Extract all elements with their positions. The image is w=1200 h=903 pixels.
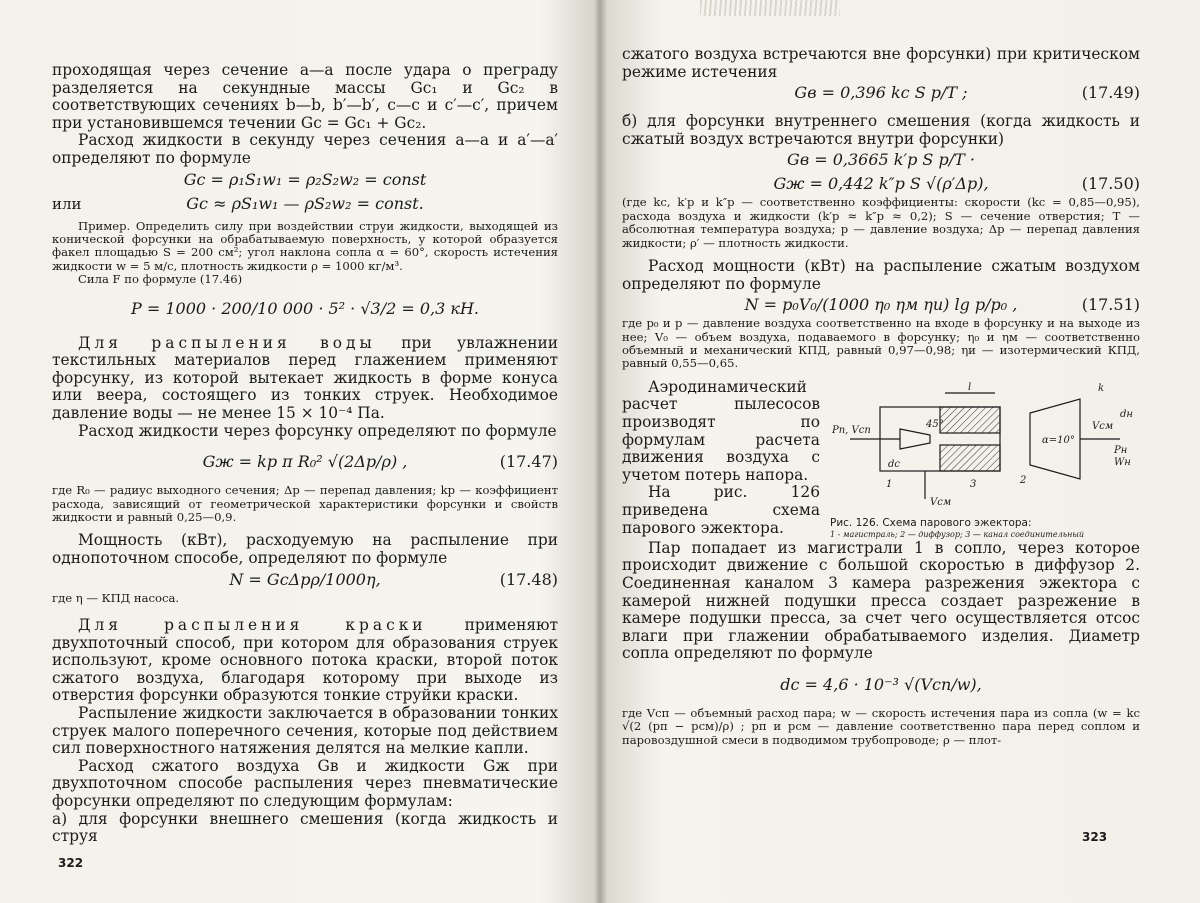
formula-17-49-text: Gв = 0,396 kc S p/T ; xyxy=(794,83,968,103)
formula-17-49 xyxy=(622,81,1140,105)
figure-126 xyxy=(830,379,1140,540)
label-k: k xyxy=(1098,382,1105,394)
label-2: 2 xyxy=(1020,474,1027,486)
left-para-8: Расход сжатого воздуха Gв и жидкости Gж при двухпоточном способе распыления через пневматические форсунки определяют по следующим формулам: xyxy=(52,756,558,810)
left-para-4: Расход жидкости через форсунку определяют по формуле xyxy=(78,421,557,440)
diffuser-wall-bottom xyxy=(940,445,1000,471)
diffuser-wall-top xyxy=(940,407,1000,433)
page-number-left: 322 xyxy=(58,856,84,870)
fig-para-2: На рис. 126 приведена схема парового эжектора. xyxy=(622,483,820,537)
formula-approx-text: Gc ≈ ρS₁w₁ — ρS₂w₂ = const. xyxy=(186,193,424,213)
formula-17-51-number: (17.51) xyxy=(1081,295,1140,315)
formula-17-51-text: N = p₀V₀/(1000 η₀ ηм ηи) lg p/p₀ , xyxy=(744,295,1018,315)
label-3: 3 xyxy=(970,478,977,490)
formula-17-48 xyxy=(52,568,558,592)
label-inlet: Pп, Vсп xyxy=(832,424,871,436)
formula-17-49-number: (17.49) xyxy=(1081,83,1140,103)
formula-air-internal: Gв = 0,3665 k′р S p/T · xyxy=(787,150,975,170)
left-para-2: Расход жидкости в секунду через сечения a—a и a′—a′ определяют по формуле xyxy=(52,131,558,167)
figure-block xyxy=(622,379,1140,540)
formula-17-47 xyxy=(52,440,558,484)
fig-para-1: Аэродинамический расчет пылесосов производят по формулам расчета движения воздуха с учетом потерь напора. xyxy=(622,377,820,484)
where-17-47: где R₀ — радиус выходного сечения; Δp — перепад давления; kр — коэффициент расхода, зависящий от геометрической характеристики форсунки и свойств жидкости и равный 0,25—0,9. xyxy=(52,483,558,524)
ejector-diagram xyxy=(830,379,1140,507)
label-pn: Pн xyxy=(1114,444,1128,456)
formula-17-50-number: (17.50) xyxy=(1081,174,1140,194)
formula-force: P = 1000 · 200/10 000 · 5² · √3/2 = 0,3 кН. xyxy=(131,298,479,318)
formula-continuity: Gc = ρ₁S₁w₁ = ρ₂S₂w₂ = const xyxy=(183,169,427,189)
where-17-48: где η — КПД насоса. xyxy=(52,590,180,605)
formula-17-50 xyxy=(622,172,1140,196)
left-para-9: а) для форсунки внешнего смешения (когда жидкость и струя xyxy=(52,809,558,846)
formula-17-50-text: Gж = 0,442 k″р S √(ρ′Δp), xyxy=(773,174,989,194)
label-dc: dc xyxy=(888,458,901,470)
formula-17-47-text: Gж = kр π R₀² √(2Δp/ρ) , xyxy=(202,452,408,472)
left-para-6 xyxy=(52,617,558,705)
para6-lead: Для распыления краски xyxy=(78,615,427,634)
right-para-2: б) для форсунки внутреннего смешения (когда жидкость и сжатый воздух встречаются внутри форсунки) xyxy=(622,112,1140,148)
nozzle-shape xyxy=(900,429,930,449)
formula-17-47-number: (17.47) xyxy=(499,452,558,472)
where-nozzle: где Vсп — объемный расход пара; w — скорость истечения пара из сопла (w = kc √(2 (pп − pсм)/ρ) ; pп и pсм — давление соответственно пара перед соплом и паровоздушной смеси в подводимом трубопроводе; ρ — плот- xyxy=(622,705,1140,747)
figure-side-text xyxy=(622,379,820,537)
label-1: 1 xyxy=(886,478,893,490)
left-para-7: Распыление жидкости заключается в образовании тонких струек малого поперечного сечения, которые под действием сил поверхностного натяжения делятся на мелкие капли. xyxy=(52,703,558,758)
left-para-1: проходящая через сечение a—a после удара о преграду разделяется на секундные массы Gc₁ и Gc₂ в соответствующих сечениях b—b, b′—b′, c—c и c′—c′, причем при установившемся течении Gc = Gc₁ + Gc₂. xyxy=(52,61,558,132)
label-vsm-bottom: Vсм xyxy=(930,496,952,507)
example-force-line: Сила F по формуле (17.46) xyxy=(78,272,243,287)
para3-lead: Для распыления воды xyxy=(78,333,376,352)
example-text: Пример. Определить силу при воздействии струи жидкости, выходящей из конической форсунки на обрабатываемую поверхность, у которой образуется факел площадью S = 200 см²; угол наклона сопла α = 60°, скорость истечения жидкости w = 5 м/с, плотность жидкости ρ = 1000 кг/м³. xyxy=(52,218,558,273)
right-para-ejector: Пар попадает из магистрали 1 в сопло, через которое происходит движение с большой скоростью в диффузор 2. Соединенная каналом 3 камера разрежения эжектора с камерой нижней подушки пресса создает разрежение в камере подушки пресса, за счет чего осуществляется отсос влаги при глажении обрабатываемого изделия. Диаметр сопла определяют по формуле xyxy=(622,538,1140,663)
figure-caption: Рис. 126. Схема парового эжектора: xyxy=(830,516,1032,529)
right-para-4: Расход мощности (кВт) на распыление сжатым воздухом определяют по формуле xyxy=(622,257,1140,293)
left-para-3 xyxy=(52,335,558,423)
left-page xyxy=(0,0,590,903)
left-para-5: Мощность (кВт), расходуемую на распыление при однопоточном способе, определяют по формуле xyxy=(52,531,558,567)
label-l: l xyxy=(968,381,972,393)
formula-17-48-number: (17.48) xyxy=(499,569,558,589)
where-17-51: где p₀ и p — давление воздуха соответственно на входе в форсунку и на выходе из нее; V₀ — объем воздуха, подаваемого в форсунку; η₀ и ηм — соответственно объемный и механический КПД, равный 0,97—0,98; ηи — изотермический КПД, равный 0,55—0,65. xyxy=(622,316,1140,371)
right-page xyxy=(604,0,1200,903)
label-dn: dн xyxy=(1120,408,1133,420)
page-number-right: 323 xyxy=(1082,830,1108,844)
right-para-1: сжатого воздуха встречаются вне форсунки) при критическом режиме истечения xyxy=(622,45,1140,81)
formula-continuity-approx xyxy=(52,192,558,216)
label-vsm-out: Vсм xyxy=(1092,420,1114,432)
where-17-50: (где kc, k′р и k″р — соответственно коэффициенты: скорости (kc = 0,85—0,95), расхода воздуха и жидкости (k′р ≈ k″р ≈ 0,2); S — сечение отверстия; T — абсолютная температура воздуха; p — давление воздуха; Δp — перепад давления жидкости; ρ′ — плотность жидкости. xyxy=(622,195,1140,250)
para3-body: при увлажнении текстильных материалов перед глажением применяют форсунку, из которой вытекает жидкость в форме конуса или веера, состоящего из тонких струек. Необходимое давление воды — не менее 15 × 10⁻⁴ Па. xyxy=(52,333,558,422)
para6-body: применяют двухпоточный способ, при котором для образования струек используют, кроме основного потока краски, второй поток сжатого воздуха, благодаря которому при выходе из отверстия форсунки образуются тонкие струйки краски. xyxy=(52,615,558,705)
formula-17-48-text: N = GсΔpρ/1000η, xyxy=(229,569,381,589)
formula-17-51 xyxy=(622,293,1140,317)
label-wn: Wн xyxy=(1114,456,1131,468)
label-alpha: α=10° xyxy=(1042,434,1075,446)
figure-legend: 1 - магистраль; 2 — диффузор; 3 — канал соединительный xyxy=(830,529,1085,539)
label-angle: 45° xyxy=(926,418,944,430)
formula-nozzle-diameter: dc = 4,6 · 10⁻³ √(Vсп/w), xyxy=(780,674,982,694)
or-word: или xyxy=(52,194,82,213)
